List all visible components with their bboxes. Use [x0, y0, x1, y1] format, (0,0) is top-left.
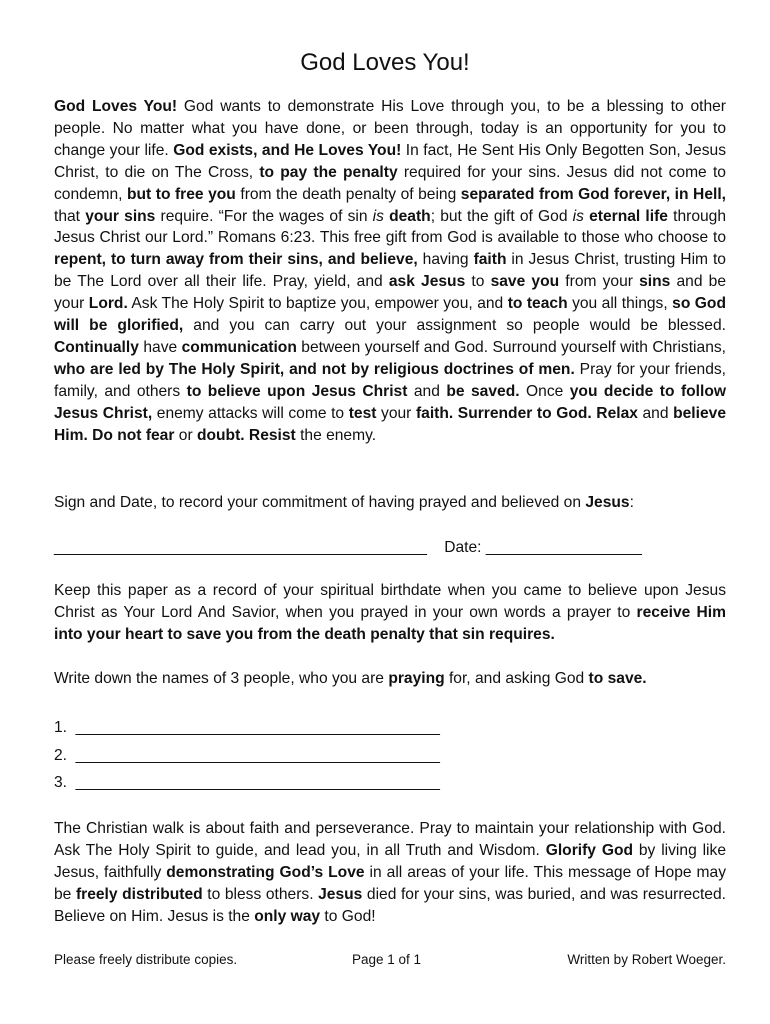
- text-run: repent, to turn away from their sins, and believe,: [54, 251, 418, 269]
- text-run: by living like Jesus, faithfully: [54, 841, 726, 881]
- text-run: sins: [639, 273, 671, 291]
- text-run: and: [407, 382, 447, 400]
- text-run: require. “For the wages of sin: [155, 207, 373, 225]
- text-run: and you can carry out your assignment so people would be blessed.: [183, 317, 726, 335]
- text-run: Continually: [54, 338, 139, 356]
- text-run: and be your: [54, 273, 726, 313]
- text-run: Ask The Holy Spirit to baptize you, empower you, and: [127, 295, 508, 313]
- text-run: that: [54, 207, 86, 225]
- text-run: Write down the names of 3 people, who you are: [54, 670, 389, 687]
- text-run: your sins: [85, 207, 156, 225]
- text-run: for, and asking God: [444, 670, 589, 687]
- names-instruction: [54, 668, 726, 690]
- text-run: or: [174, 426, 197, 444]
- text-run: to God!: [320, 907, 376, 925]
- text-run: have: [138, 338, 182, 356]
- text-run: required for your sins. Jesus did not come to condemn,: [54, 163, 726, 203]
- text-run: God wants to demonstrate His Love through you, to be a blessing to other people. No matter what you have done, or been through, today is an opportunity for you to change your life.: [54, 98, 727, 159]
- text-run: only way: [254, 907, 321, 925]
- text-run: you all things,: [567, 295, 673, 313]
- name-line: 3. __________________________________________: [54, 774, 440, 791]
- text-run: death: [389, 207, 431, 225]
- intro-paragraph: [54, 96, 726, 447]
- text-run: in all areas of your life. This message of Hope may be: [54, 863, 726, 903]
- text-run: to: [465, 273, 491, 291]
- text-run: Surrender to God. Relax: [457, 404, 638, 422]
- text-run: in Jesus Christ, trusting Him to be The Lord over all their life. Pray, yield, and: [54, 251, 726, 291]
- text-run: to pay the penalty: [259, 163, 398, 181]
- text-run: test: [348, 404, 377, 422]
- text-run: faith: [473, 251, 507, 269]
- text-run: from the death penalty of being: [235, 185, 461, 203]
- text-run: the enemy.: [295, 426, 377, 444]
- text-run: Lord.: [88, 295, 128, 313]
- text-run: is: [572, 207, 584, 225]
- text-run: your: [376, 404, 416, 422]
- page-number: Page 1 of 1: [352, 952, 422, 967]
- text-run: and: [637, 404, 674, 422]
- page-footer: [54, 949, 726, 971]
- text-run: faith.: [415, 404, 454, 422]
- text-run: enemy attacks will come to: [152, 404, 349, 422]
- text-run: In fact, He Sent His Only Begotten Son, Jesus Christ, to die on The Cross,: [54, 141, 726, 181]
- text-run: to teach: [507, 295, 568, 313]
- text-run: God exists, and He Loves You!: [173, 141, 402, 159]
- text-run: God Loves You!: [54, 98, 178, 115]
- walk-paragraph: [54, 818, 726, 928]
- text-run: between yourself and God. Surround yourself with Christians,: [296, 338, 726, 356]
- text-run: Keep this paper as a record of your spiritual birthdate when you came to believe upon Jesus Christ as Your Lord And Savior, when you prayed in your own words a prayer to: [54, 582, 726, 621]
- keep-paragraph: [54, 580, 726, 646]
- text-run: to believe upon Jesus Christ: [186, 382, 408, 400]
- text-run: Sign and Date, to record your commitment of having prayed and believed on: [54, 494, 586, 511]
- text-run: to save.: [588, 670, 647, 687]
- text-run: Jesus: [318, 885, 363, 903]
- footer-left: Please freely distribute copies.: [54, 952, 238, 967]
- text-run: separated from God forever, in Hell,: [460, 185, 726, 203]
- text-run: demonstrating God’s Love: [166, 863, 365, 881]
- name-line: 1. __________________________________________: [54, 719, 440, 736]
- text-run: you decide to follow Jesus Christ,: [54, 382, 726, 422]
- page-title: God Loves You!: [300, 49, 470, 76]
- text-run: but to free you: [127, 185, 236, 203]
- text-run: be saved.: [446, 382, 520, 400]
- text-run: The Christian walk is about faith and perseverance. Pray to maintain your relationship with God. Ask The Holy Spirit to guide, and lead you, in all Truth and Wisdom.: [54, 820, 726, 859]
- text-run: Glorify God: [545, 841, 634, 859]
- text-run: :: [629, 494, 634, 511]
- text-run: save you: [490, 273, 560, 291]
- text-run: Once: [519, 382, 570, 400]
- text-run: having: [417, 251, 474, 269]
- text-run: believe Him. Do not fear: [54, 404, 726, 444]
- text-run: to bless others.: [202, 885, 319, 903]
- footer-author: Written by Robert Woeger.: [567, 952, 726, 967]
- signature-date-line: ___________________________________________ Date: __________________: [54, 539, 642, 556]
- sign-instruction: [54, 492, 726, 514]
- names-list: [54, 714, 440, 797]
- text-run: praying: [388, 670, 445, 687]
- text-run: ; but the gift of God: [430, 207, 573, 225]
- text-run: communication: [181, 338, 297, 356]
- text-run: eternal life: [589, 207, 668, 225]
- text-run: is: [372, 207, 384, 225]
- text-run: doubt. Resist: [196, 426, 296, 444]
- text-run: died for your sins, was buried, and was resurrected. Believe on Him. Jesus is the: [54, 885, 726, 925]
- text-run: Pray for your friends, family, and others: [54, 360, 727, 400]
- text-run: from your: [559, 273, 640, 291]
- text-run: through Jesus Christ our Lord.” Romans 6:23. This free gift from God is available to those who choose to: [54, 207, 727, 247]
- text-run: ask Jesus: [388, 273, 466, 291]
- text-run: who are led by The Holy Spirit, and not by religious doctrines of men.: [54, 360, 575, 378]
- name-line: 2. __________________________________________: [54, 746, 440, 764]
- text-run: Jesus: [585, 494, 630, 511]
- text-run: freely distributed: [75, 885, 203, 903]
- text-run: receive Him into your heart to save you from the death penalty that sin requires.: [54, 603, 727, 643]
- text-run: so God will be glorified,: [54, 295, 726, 335]
